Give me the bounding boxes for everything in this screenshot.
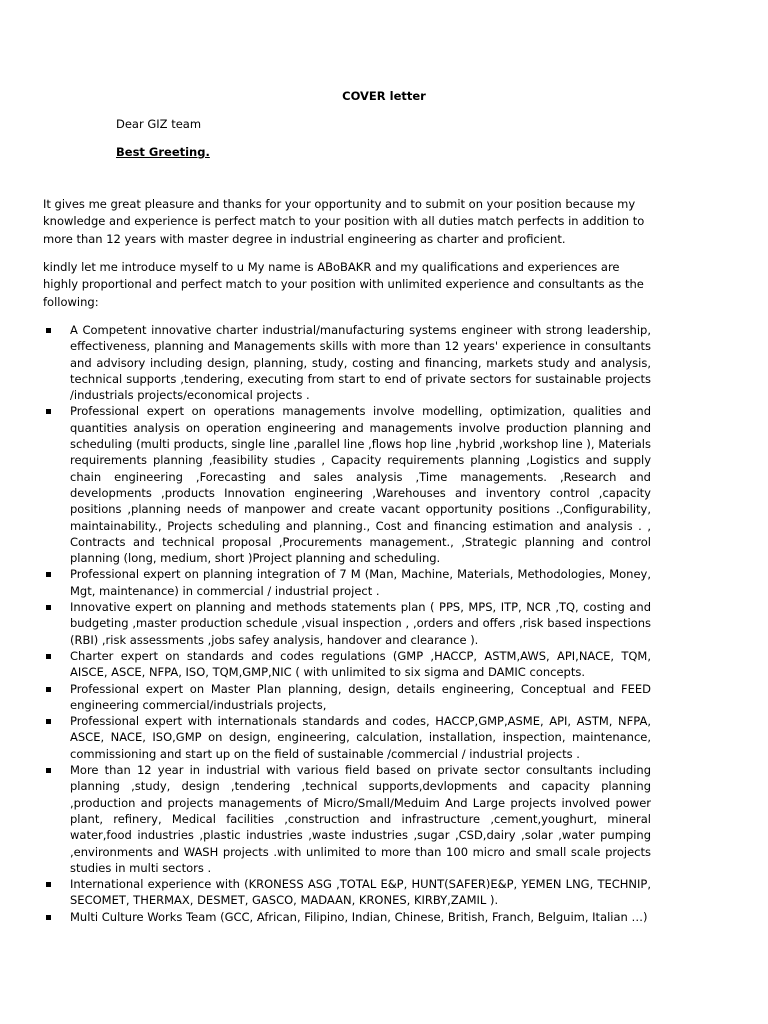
bullet-icon bbox=[46, 768, 51, 773]
list-item-text: A Competent innovative charter industrial/manufacturing systems engineer with strong leadership, effectiveness, planning and Managements skills with more than 12 years' experience in consultants and advisory including design, planning, study, costing and financing, markets study and analysis, technical supports ,tendering, executing from start to end of private sectors for sustainable projects /industrials projects/economical projects . bbox=[70, 323, 651, 403]
list-item bbox=[43, 322, 651, 403]
list-item bbox=[43, 566, 651, 599]
bullet-icon bbox=[46, 572, 51, 577]
list-item bbox=[43, 403, 651, 566]
list-item-text: More than 12 year in industrial with various field based on private sector consultants including planning ,study, design ,tendering ,technical supports,devlopments and capacity planning ,production and projects managements of Micro/Small/Meduim And Large projects involved power plant, refinery, Medical facilities ,construction and infrastructure ,cement,youghurt, mineral water,food industries ,plastic industries ,waste industries ,sugar ,CSD,dairy ,solar ,water pumping ,environments and WASH projects .with unlimited to more than 100 micro and small scale projects studies in multi sectors . bbox=[70, 763, 651, 875]
bullet-icon bbox=[46, 328, 51, 333]
list-item-text: Professional expert on planning integration of 7 M (Man, Machine, Materials, Methodologies, Money, Mgt, maintenance) in commercial / industrial project . bbox=[70, 567, 651, 598]
bullet-icon bbox=[46, 605, 51, 610]
list-item bbox=[43, 762, 651, 876]
list-item-text: Charter expert on standards and codes regulations (GMP ,HACCP, ASTM,AWS, API,NACE, TQM, AISCE, ASCE, NFPA, ISO, TQM,GMP,NIC ( with unlimited to six sigma and DAMIC concepts. bbox=[70, 648, 651, 680]
list-item bbox=[43, 713, 651, 762]
qualifications-list bbox=[43, 322, 651, 925]
salutation: Dear GIZ team bbox=[116, 117, 202, 131]
bullet-icon bbox=[46, 687, 51, 692]
list-item-text: International experience with (KRONESS ASG ,TOTAL E&P, HUNT(SAFER)E&P, YEMEN LNG, TECHNIP, SECOMET, THERMAX, DESMET, GASCO, MADAAN, KRONES, KIRBY,ZAMIL ). bbox=[70, 877, 651, 908]
list-item-text: Professional expert on Master Plan planning, design, details engineering, Conceptual and FEED engineering commercial/industrials projects, bbox=[70, 681, 651, 712]
list-item bbox=[43, 876, 651, 909]
list-item-text: Professional expert with internationals standards and codes, HACCP,GMP,ASME, API, ASTM, NFPA, ASCE, NACE, ISO,GMP on design, engineering, calculation, installation, inspection, maintenance, commissioning and start up on the field of sustainable /commercial / industrial projects . bbox=[70, 714, 651, 761]
list-item-text: Innovative expert on planning and methods statements plan ( PPS, MPS, ITP, NCR ,TQ, costing and budgeting ,master production schedule ,visual inspection , ,orders and offers ,risk based inspections (RBI) ,risk assessments ,jobs safey analysis, handover and clearance ). bbox=[70, 600, 651, 647]
list-item-text: Professional expert on operations managements involve modelling, optimization, qualities and quantities analysis on operation engineering and managements involve production planning and scheduling (multi products, single line ,parallel line ,flows hop line ,hybrid ,workshop line ), Materials requirements planning ,feasibility studies , Capacity requirements planning ,Logistics and supply chain engineering ,Forecasting and sales analysis ,Time managements. ,Research and developments ,products Innovation engineering ,Warehouses and inventory control ,capacity positions ,planning needs of manpower and create vacant opportunity positions .,Configurability, maintainability., Projects scheduling and planning., Cost and financing estimation and analysis . , Contracts and technical proposal ,Procurements management., ,Strategic planning and control planning (long, medium, short )Project planning and scheduling. bbox=[70, 404, 651, 566]
bullet-icon bbox=[46, 915, 51, 920]
bullet-icon bbox=[46, 409, 51, 414]
list-item bbox=[43, 681, 651, 714]
bullet-icon bbox=[46, 719, 51, 724]
bullet-icon bbox=[46, 882, 51, 887]
introduction-paragraph: kindly let me introduce myself to u My name is ABoBAKR and my qualifications and experiences are highly proportional and perfect match to your position with unlimited experience and consultants as the following: bbox=[43, 260, 644, 309]
bullet-icon bbox=[46, 654, 51, 659]
list-item bbox=[43, 909, 651, 925]
list-item-text: Multi Culture Works Team (GCC, African, Filipino, Indian, Chinese, British, Franch, Belguim, Italian …) bbox=[70, 909, 648, 924]
list-item bbox=[43, 599, 651, 648]
intro-paragraph: It gives me great pleasure and thanks for your opportunity and to submit on your position because my knowledge and experience is perfect match to your position with all duties match perfects in addition to more than 12 years with master degree in industrial engineering as charter and proficient. bbox=[43, 197, 645, 246]
greeting-line: Best Greeting. bbox=[116, 145, 210, 159]
list-item bbox=[43, 648, 651, 681]
document-title: COVER letter bbox=[342, 89, 426, 103]
